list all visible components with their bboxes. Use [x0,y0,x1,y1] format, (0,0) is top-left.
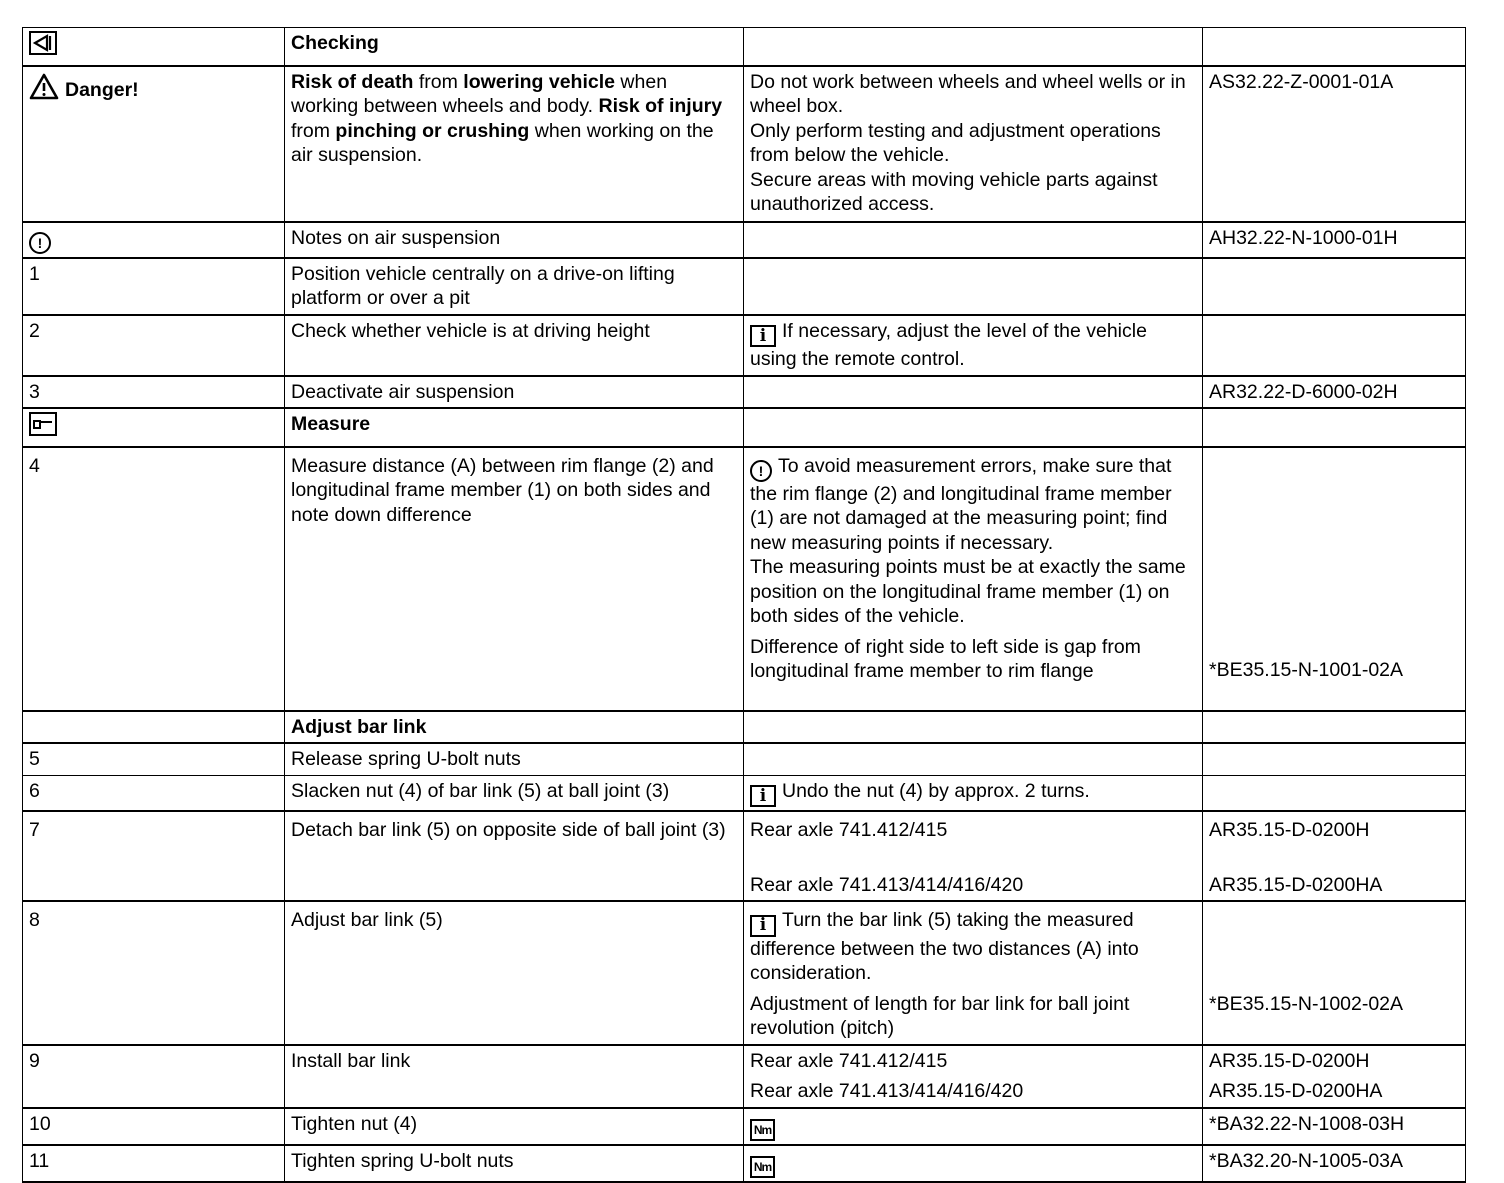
step-text: Tighten nut (4) [291,1112,418,1135]
step-number: 11 [29,1149,50,1172]
step-ref-link[interactable]: *BE35.15-N-1001-02A [1209,659,1404,681]
step-ref-link[interactable]: *BA32.22-N-1008-03H [1209,1112,1405,1135]
step-row-10 [23,1108,1466,1145]
step-note: To avoid measurement errors, make sure that the rim flange (2) and longitudinal frame member (1) are not damaged at the measuring point; find new measuring points if necessary. [750,454,1172,554]
step-ref-link[interactable]: AR35.15-D-0200HA [1209,873,1383,896]
notes-icon: ! [29,232,51,254]
step-number: 9 [29,1049,40,1072]
step-row-2 [23,315,1466,376]
step-number: 8 [29,909,40,931]
step-text: Deactivate air suspension [291,380,515,403]
step-ref-link[interactable]: AR32.22-D-6000-02H [1209,380,1398,403]
step-row-5 [23,743,1466,775]
danger-risks: Risk of death from lowering vehicle when working between wheels and body. Risk of injury from pinching or crushing when working on the air suspension. [285,66,744,222]
step-row-9 [23,1045,1466,1108]
step-row-6 [23,775,1466,811]
step-row-3 [23,376,1466,409]
section-row-measure [23,408,1466,447]
step-note: The measuring points must be at exactly the same position on the longitudinal frame member (1) on both sides of the vehicle. [750,556,1186,627]
step-text: Slacken nut (4) of bar link (5) at ball joint (3) [291,779,670,802]
step-number: 6 [29,779,40,802]
step-text: Tighten spring U-bolt nuts [291,1149,514,1172]
step-note: Turn the bar link (5) taking the measured difference between the two distances (A) into consideration. [750,909,1139,984]
danger-row [23,66,1466,222]
step-row-4 [23,447,1466,711]
step-number: 2 [29,319,40,342]
step-text: Position vehicle centrally on a drive-on lifting platform or over a pit [291,262,675,309]
checking-icon [29,31,57,62]
section-row-checking [23,28,1466,66]
measure-icon [29,412,57,443]
info-icon: i [750,325,776,347]
step-text: Adjust bar link (5) [291,909,443,931]
step-text: Detach bar link (5) on opposite side of ball joint (3) [291,819,726,841]
procedure-document [22,27,1465,1183]
notes-row [23,222,1466,258]
section-title-checking: Checking [291,32,379,54]
step-ref-link[interactable]: AR35.15-D-0200H [1209,819,1370,841]
step-ref-link[interactable]: AR35.15-D-0200HA [1209,1080,1383,1102]
step-text: Install bar link [291,1049,411,1072]
step-text: Measure distance (A) between rim flange (2) and longitudinal frame member (1) on both sides and note down difference [291,454,714,526]
step-number: 10 [29,1112,51,1135]
info-icon: i [750,915,776,937]
section-title-measure: Measure [291,413,371,435]
step-note: Difference of right side to left side is gap from longitudinal frame member to rim flange [750,635,1141,682]
axle-variant: Rear axle 741.412/415 [750,1049,948,1072]
step-ref-link[interactable]: *BA32.20-N-1005-03A [1209,1149,1404,1172]
section-title-adjust: Adjust bar link [291,715,427,738]
procedure-table [22,27,1466,1183]
step-ref-link[interactable]: AR35.15-D-0200H [1209,1049,1370,1072]
step-note: If necessary, adjust the level of the vehicle using the remote control. [750,319,1147,370]
step-text: Check whether vehicle is at driving height [291,319,650,342]
step-text: Release spring U-bolt nuts [291,748,521,770]
danger-ref-link[interactable]: AS32.22-Z-0001-01A [1209,70,1394,93]
section-row-adjust [23,711,1466,744]
info-icon: i [750,785,776,807]
step-number: 4 [29,454,40,477]
step-number: 7 [29,819,40,841]
notes-ref-link[interactable]: AH32.22-N-1000-01H [1209,226,1398,249]
torque-nm-icon: Nm [750,1156,775,1178]
step-note: Adjustment of length for bar link for ball joint revolution (pitch) [750,992,1130,1039]
axle-variant: Rear axle 741.413/414/416/420 [750,873,1024,896]
notes-text: Notes on air suspension [291,226,501,249]
step-ref-link[interactable]: *BE35.15-N-1002-02A [1209,993,1404,1015]
danger-measures: Do not work between wheels and wheel wells or in wheel box. Only perform testing and adjustment operations from below the vehicle. Secure areas with moving vehicle parts against unauthorized access. [744,66,1203,222]
warning-triangle-icon [29,73,59,107]
step-number: 1 [29,262,40,285]
torque-nm-icon: Nm [750,1119,775,1141]
step-number: 3 [29,380,40,403]
notes-icon: ! [750,460,772,482]
step-row-8 [23,901,1466,1045]
step-note: Undo the nut (4) by approx. 2 turns. [782,779,1090,802]
step-row-1 [23,258,1466,315]
step-row-7 [23,811,1466,901]
step-number: 5 [29,748,40,770]
axle-variant: Rear axle 741.413/414/416/420 [750,1080,1024,1102]
danger-label: Danger! [65,78,139,101]
axle-variant: Rear axle 741.412/415 [750,819,948,841]
